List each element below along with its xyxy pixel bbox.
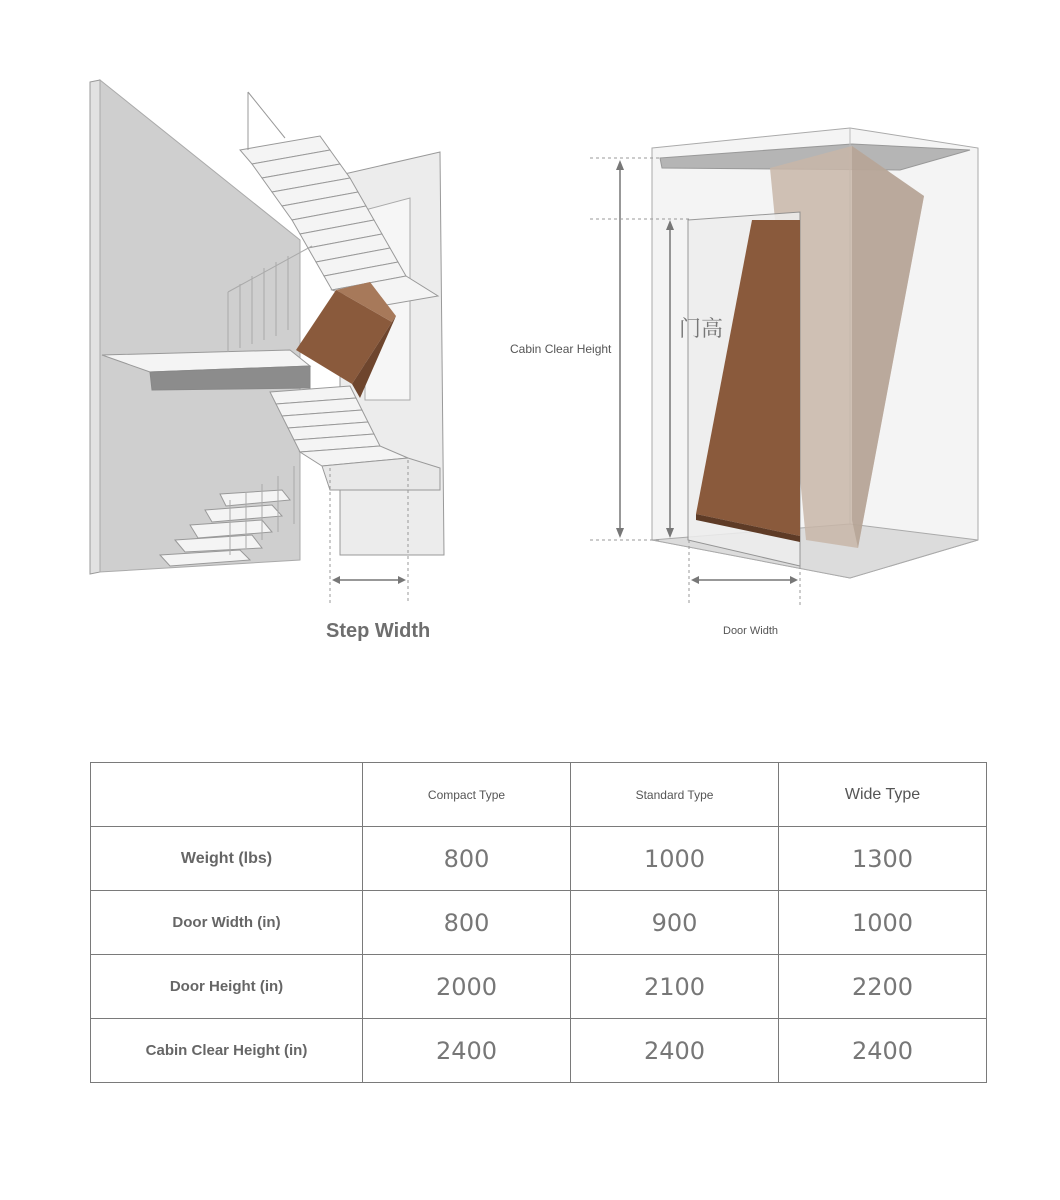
left-wall-edge [90,80,100,574]
table-header-wide: Wide Type [779,763,987,827]
table-row [91,891,987,955]
table-cell: 2000 [363,955,571,1019]
table-cell: 2200 [779,955,987,1019]
table-cell: 1300 [779,827,987,891]
cabin-illustration [652,128,978,578]
table-row [91,827,987,891]
table-header-compact: Compact Type [363,763,571,827]
table-row [91,955,987,1019]
table-header-row [91,763,987,827]
table-cell: 2400 [363,1019,571,1083]
table-cell: 800 [363,827,571,891]
row-label: Door Height (in) [91,955,363,1019]
row-label: Door Width (in) [91,891,363,955]
door-width-label: Door Width [723,625,779,637]
table-cell: 1000 [779,891,987,955]
table-cell: 900 [571,891,779,955]
table-cell: 1000 [571,827,779,891]
door-height-label: 门高 [679,317,724,342]
step-width-label: Step Width [326,620,431,642]
table-row [91,1019,987,1083]
table-cell: 2100 [571,955,779,1019]
table-header-empty [91,763,363,827]
spec-table [90,762,987,1083]
cabin-clear-height-label: Cabin Clear Height [510,342,612,356]
row-label: Cabin Clear Height (in) [91,1019,363,1083]
table-header-standard: Standard Type [571,763,779,827]
table-cell: 2400 [779,1019,987,1083]
row-label: Weight (lbs) [91,827,363,891]
table-cell: 2400 [571,1019,779,1083]
table-cell: 800 [363,891,571,955]
